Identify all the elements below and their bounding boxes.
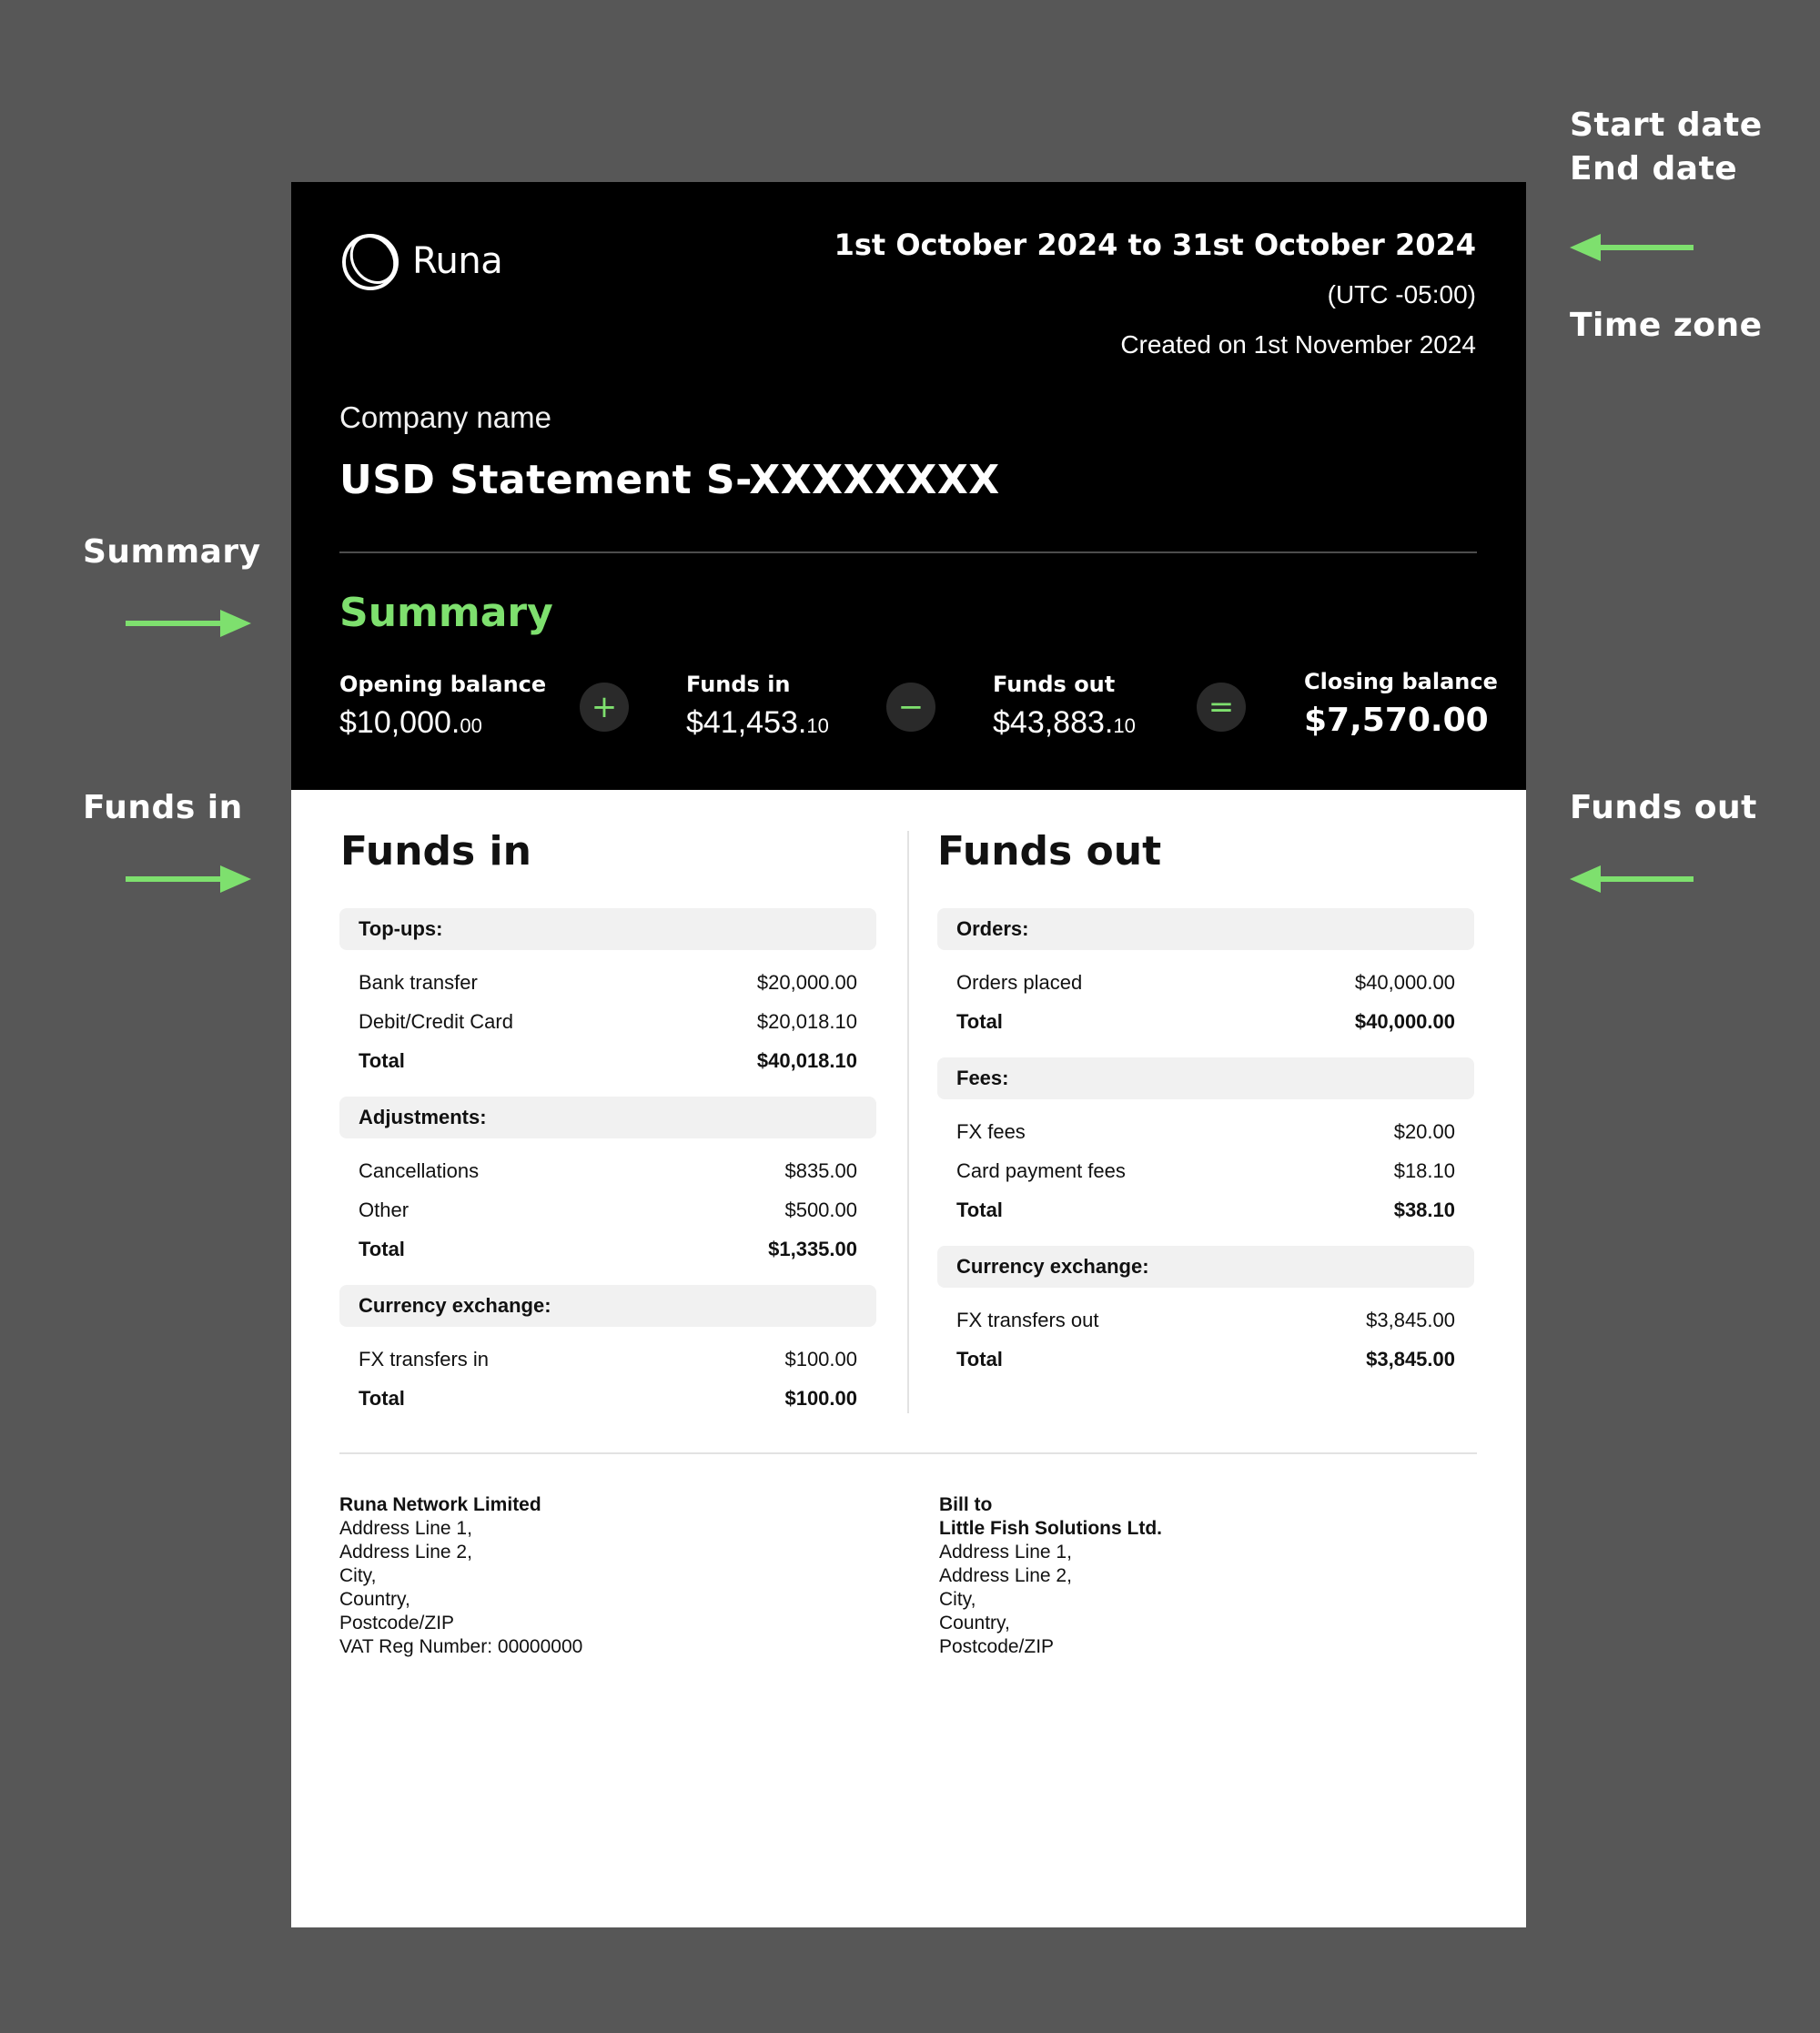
annotation-start-date: Start date [1570,106,1763,144]
section-header: Currency exchange: [937,1246,1474,1288]
list-item: Card payment fees $18.10 [956,1159,1455,1182]
annotation-funds-out: Funds out [1570,789,1757,826]
section-header: Top-ups: [339,908,876,950]
vat-number: VAT Reg Number: 00000000 [339,1636,583,1657]
opening-balance-value: $10,000.00 [339,705,482,740]
list-item: FX transfers in $100.00 [359,1348,857,1371]
closing-balance-value: $7,570.00 [1304,702,1489,739]
arrow-left-icon [1570,234,1697,261]
topups-section [339,908,876,1080]
address-line: Address Line 2, [339,1542,472,1563]
annotation-time-zone: Time zone [1570,307,1763,344]
address-line: City, [939,1589,976,1610]
total-row: Total $1,335.00 [359,1238,857,1260]
summary-funds-out-value: $43,883.10 [993,705,1136,740]
arrow-right-icon [124,610,251,637]
summary-funds-out-label: Funds out [993,672,1116,697]
bill-to-name: Little Fish Solutions Ltd. [939,1518,1162,1539]
address-line: Address Line 1, [939,1542,1072,1563]
equals-icon: = [1197,683,1246,732]
arrow-right-icon [124,865,251,893]
closing-balance-label: Closing balance [1304,669,1498,694]
statement-period: 1st October 2024 to 31st October 2024 [834,228,1476,262]
total-row: Total $100.00 [359,1387,857,1410]
total-row: Total $38.10 [956,1199,1455,1221]
statement-document [291,182,1526,1927]
summary-funds-in-label: Funds in [686,672,791,697]
annotation-summary: Summary [83,533,261,571]
address-line: Address Line 2, [939,1565,1072,1586]
opening-balance-label: Opening balance [339,672,547,697]
list-item: Orders placed $40,000.00 [956,971,1455,994]
bill-to-address [939,1493,1162,1659]
list-item: Other $500.00 [359,1199,857,1221]
runa-logo-icon [339,229,403,293]
currency-exchange-in-section [339,1285,876,1418]
funds-out-title: Funds out [937,828,1162,875]
minus-icon: − [886,683,935,732]
address-line: Address Line 1, [339,1518,472,1539]
address-line: Country, [339,1589,410,1610]
total-row: Total $40,000.00 [956,1010,1455,1033]
header-divider [339,551,1477,553]
fees-section [937,1057,1474,1229]
address-line: City, [339,1565,377,1586]
total-row: Total $3,845.00 [956,1348,1455,1371]
statement-title: USD Statement S-XXXXXXXX [339,457,1000,503]
list-item: Cancellations $835.00 [359,1159,857,1182]
adjustments-section [339,1097,876,1269]
summary-funds-in-value: $41,453.10 [686,705,829,740]
statement-header [291,182,1526,790]
annotation-end-date: End date [1570,150,1738,187]
total-row: Total $40,018.10 [359,1049,857,1072]
list-item: FX transfers out $3,845.00 [956,1309,1455,1331]
footer-divider [339,1452,1477,1454]
section-header: Fees: [937,1057,1474,1099]
orders-section [937,908,1474,1041]
address-line: Country, [939,1613,1010,1633]
column-divider [907,831,909,1413]
sender-name: Runa Network Limited [339,1494,541,1515]
address-line: Postcode/ZIP [339,1613,455,1633]
section-header: Currency exchange: [339,1285,876,1327]
list-item: FX fees $20.00 [956,1120,1455,1143]
section-header: Adjustments: [339,1097,876,1138]
annotation-funds-in: Funds in [83,789,243,826]
summary-title: Summary [339,590,553,636]
list-item: Bank transfer $20,000.00 [359,971,857,994]
brand-logo [339,229,502,293]
address-line: Postcode/ZIP [939,1636,1055,1657]
list-item: Debit/Credit Card $20,018.10 [359,1010,857,1033]
section-header: Orders: [937,908,1474,950]
funds-in-title: Funds in [340,828,531,875]
currency-exchange-out-section [937,1246,1474,1379]
created-date: Created on 1st November 2024 [1120,330,1476,359]
company-name: Company name [339,400,551,434]
plus-icon: + [580,683,629,732]
timezone: (UTC -05:00) [1327,280,1476,308]
sender-address [339,1493,582,1659]
arrow-left-icon [1570,865,1697,893]
bill-to-label: Bill to [939,1494,993,1515]
brand-name: Runa [412,240,503,282]
